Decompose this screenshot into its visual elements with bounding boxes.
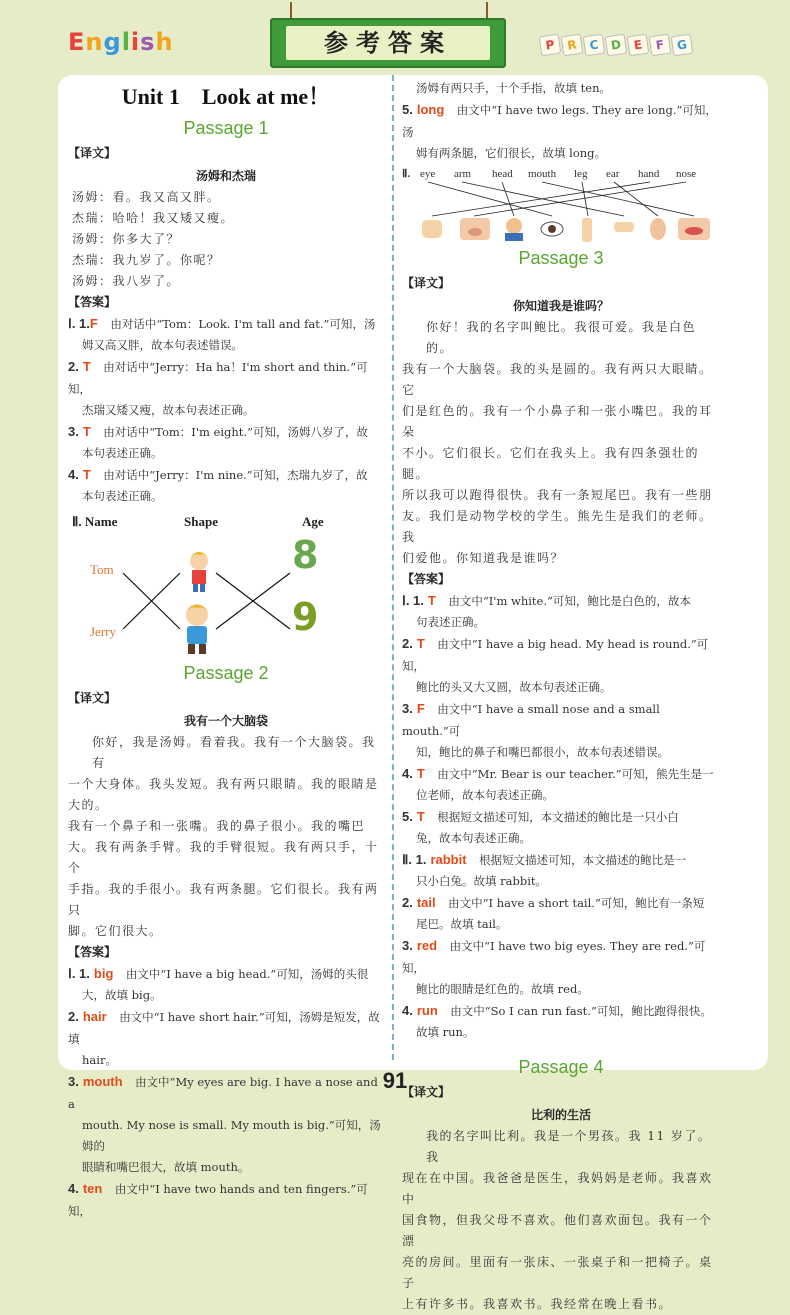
answer-number: 4. [402,766,413,781]
mouth-icon [678,218,710,240]
answer-number: 2. [68,359,79,374]
name-shape-age-match [68,511,384,661]
answer-key: F [416,701,425,716]
answer-key: run [416,1003,438,1018]
story-title: 比利的生活 [530,1108,591,1122]
answer-item [402,935,720,979]
answer-key: T [82,359,91,374]
translation-label: 【译文】 [68,691,117,705]
answer-item [402,806,720,828]
answer-number: 2. [402,636,413,651]
answer-item [402,99,720,143]
answer-explanation: 姆又高又胖，故本句表述错误。 [82,338,243,352]
passage-title: Passage 3 [518,248,604,268]
answer-number: 3. [402,938,413,953]
story-line: 亮的房间。里面有一张床、一张桌子和一把椅子。桌子 [402,1255,713,1290]
answer-explanation: 由文中“I have short hair.”可知，汤姆是短发，故填 [68,1010,380,1046]
logo-letter: l [121,28,131,56]
word-nose: nose [676,168,697,180]
tall-boy-icon [176,601,218,657]
name-tom: Tom [90,562,114,577]
translation-label: 【译文】 [402,276,451,290]
answer-explanation: 尾巴。故填 tail。 [416,917,508,931]
answer-explanation: hair。 [82,1053,117,1067]
letter-tile: R [561,34,584,57]
answer-item [402,849,720,871]
story-line: 上有许多书。我喜欢书。我经常在晚上看书。 [402,1297,673,1311]
answer-explanation: 眼睛和嘴巴很大，故填 mouth。 [82,1160,250,1174]
answer-item [68,1006,384,1050]
column-divider [392,75,394,1060]
logo-letter: h [155,28,174,56]
answer-item [402,633,720,677]
match-header-name: Ⅱ. Name [72,514,118,529]
body-parts-match [402,164,720,244]
story-title: 你知道我是谁吗？ [512,299,609,313]
answer-explanation: 由对话中“Jerry：Ha ha！I'm short and thin.”可知， [68,360,368,396]
passage-title: Passage 1 [183,118,269,138]
answer-explanation: mouth. My nose is small. My mouth is big.”可知，汤姆的 [82,1118,381,1153]
answer-number: 3. [68,424,79,439]
answer-number: Ⅰ. 1. [68,966,90,981]
word-hand: hand [638,168,660,180]
answer-explanation: 由文中“I have two hands and ten fingers.”可知， [68,1182,368,1218]
answer-explanation: 知，鲍比的鼻子和嘴巴都很小，故本句表述错误。 [416,745,669,759]
story-line: 不小。它们很长。它们在我头上。我有四条强壮的腿。 [402,446,700,481]
story-line: 现在在中国。我爸爸是医生，我妈妈是老师。我喜欢中 [402,1171,713,1206]
letter-tile: D [605,34,628,57]
answer-number: 4. [68,1181,79,1196]
answer-explanation: 由文中“I have a short tail.”可知，鲍比有一条短 [448,896,705,910]
answer-explanation: 根据短文描述可知，本文描述的鲍比是一 [479,853,687,867]
answer-explanation: 兔，故本句表述正确。 [416,831,531,845]
answer-key: T [82,424,91,439]
answer-explanation: 由文中“I have two legs. They are long.”可知，汤 [402,103,717,139]
story-line: 我有一个大脑袋。我的头是圆的。我有两只大眼睛。它 [402,362,713,397]
dialogue-line: 杰瑞：我九岁了。你呢？ [72,253,221,267]
section-roman: Ⅱ. [402,168,411,180]
dialogue-line: 汤姆：你多大了？ [72,232,181,246]
letter-tile: P [539,34,562,57]
answer-number: 5. [402,102,413,117]
word-leg: leg [574,168,588,180]
hand-icon [422,220,442,238]
answer-explanation: 由文中“I have a small nose and a small mouth.”可 [402,702,660,738]
translation-label: 【译文】 [402,1085,451,1099]
story-line: 所以我可以跑得很快。我有一条短尾巴。我有一些朋 [402,488,713,502]
logo-letter: g [103,28,122,56]
answer-explanation: 句表述正确。 [416,615,485,629]
head-icon [505,218,523,241]
left-column [68,82,384,1222]
answer-explanation: 只小白兔。故填 rabbit。 [416,874,548,888]
answer-explanation: 由对话中“Tom：I'm eight.”可知，汤姆八岁了，故 [103,425,368,439]
name-jerry: Jerry [90,624,116,639]
answer-explanation: 鲍比的头又大又圆，故本句表述正确。 [416,680,612,694]
answer-key: tail [416,895,436,910]
dialogue-line: 杰瑞：哈哈！我又矮又瘦。 [72,211,235,225]
story-title: 我有一个大脑袋 [183,714,268,728]
answer-explanation: 杰瑞又矮又瘦，故本句表述正确。 [82,403,255,417]
age-nine: 9 [292,595,319,639]
small-boy-icon [182,549,216,593]
story-line: 你好，我是汤姆。看着我。我有一个大脑袋。我有 [92,735,376,770]
word-ear: ear [606,168,620,180]
answer-label: 【答案】 [68,945,117,959]
leg-icon [582,218,592,242]
word-eye: eye [420,168,436,180]
title-banner [270,18,506,68]
page-number: 91 [382,1068,408,1093]
answer-number: 5. [402,809,413,824]
answer-key: mouth [82,1074,123,1089]
story-line: 们爱他。你知道我是谁吗？ [402,551,565,565]
word-head: head [492,168,513,180]
answer-number: Ⅱ. 1. [402,852,427,867]
answer-explanation: 由文中“I have two big eyes. They are red.”可知， [402,939,706,975]
answer-explanation: 姆有两条腿，它们很长，故填 long。 [416,146,607,160]
match-header-shape: Shape [184,514,218,529]
answer-item [402,892,720,914]
answer-key: T [427,593,436,608]
answer-key: T [416,766,425,781]
nose-icon [460,218,490,240]
body-match-lines [402,176,720,244]
story-line: 大。我有两条手臂。我的手臂很短。我有两只手，十个 [68,840,379,875]
answer-number: 4. [68,467,79,482]
answer-explanation: 由文中“I'm white.”可知，鲍比是白色的，故本 [448,594,691,608]
story-line: 手指。我的手很小。我有两条腿。它们很长。我有两只 [68,882,379,917]
answer-key: T [416,636,425,651]
answer-explanation: 由文中“So I can run fast.”可知，鲍比跑得很快。 [450,1004,712,1018]
answer-number: 3. [68,1074,79,1089]
letter-tile: F [649,34,672,57]
page-title: 参考答案 [286,26,490,60]
passage-title: Passage 4 [518,1057,604,1077]
answer-explanation: 由对话中“Tom：Look. I'm tall and fat.”可知，汤 [110,317,376,331]
story-line: 国食物，但我父母不喜欢。他们喜欢面包。我有一个漂 [402,1213,713,1248]
letter-tile: E [627,34,650,57]
answer-explanation: 根据短文描述可知，本文描述的鲍比是一只小白 [437,810,679,824]
age-eight: 8 [292,533,319,577]
answer-number: 4. [402,1003,413,1018]
answer-number: Ⅰ. 1. [402,593,424,608]
answer-explanation: 大，故填 big。 [82,988,162,1002]
answer-number: 3. [402,701,413,716]
answer-item [68,963,384,985]
answer-key: red [416,938,438,953]
letter-tile: C [583,34,606,57]
answer-item [402,590,720,612]
answer-item [402,698,720,742]
answer-explanation: 位老师，故本句表述正确。 [416,788,554,802]
answer-key: ten [82,1181,103,1196]
word-arm: arm [454,168,472,180]
logo-letter: s [140,28,156,56]
story-line: 一个大身体。我头发短。我有两只眼睛。我的眼睛是大的。 [68,777,379,812]
story-title: 汤姆和杰瑞 [195,169,256,183]
answer-key: F [89,316,98,331]
match-header-age: Age [302,514,324,529]
answer-item [402,1000,720,1022]
answer-key: big [93,966,114,981]
dialogue-line: 汤姆：看。我又高又胖。 [72,190,221,204]
answer-explanation: 由文中“My eyes are big. I have a nose and a [68,1075,378,1111]
answer-item [68,421,384,443]
word-mouth: mouth [528,168,557,180]
letter-tile: G [671,34,694,57]
answer-explanation: 本句表述正确。 [82,446,163,460]
answer-key: hair [82,1009,107,1024]
logo-letter: n [85,28,104,56]
answer-key: T [416,809,425,824]
answer-explanation: 故填 run。 [416,1025,475,1039]
english-logo [68,28,174,56]
answer-item [68,356,384,400]
logo-letter: E [68,28,86,56]
answer-key: T [82,467,91,482]
answer-explanation: 由文中“Mr. Bear is our teacher.”可知，熊先生是一 [437,767,714,781]
answer-label: 【答案】 [68,295,117,309]
match-lines [68,511,384,661]
letter-tiles [540,34,694,55]
answer-explanation: 由对话中“Jerry：I'm nine.”可知，杰瑞九岁了，故 [103,468,368,482]
answer-item [402,763,720,785]
answer-explanation: 汤姆有两只手，十个手指，故填 ten。 [416,81,611,95]
answer-number: Ⅰ. 1. [68,316,90,331]
answer-item [68,1178,384,1222]
answer-explanation: 鲍比的眼睛是红色的。故填 red。 [416,982,589,996]
answer-number: 2. [68,1009,79,1024]
answer-item [68,464,384,486]
answer-explanation: 本句表述正确。 [82,489,163,503]
story-line: 脚。它们很大。 [68,924,163,938]
story-line: 们是红色的。我有一个小鼻子和一张小嘴巴。我的耳朵 [402,404,713,439]
unit-title: Unit 1 Look at me！ [121,84,331,109]
logo-letter: i [130,28,141,56]
story-line: 你好！我的名字叫鲍比。我很可爱。我是白色的。 [426,320,697,355]
answer-explanation: 由文中“I have a big head.”可知，汤姆的头很 [125,967,369,981]
right-column [402,78,720,1315]
story-line: 友。我们是动物学校的学生。熊先生是我们的老师。我 [402,509,713,544]
eye-icon [541,222,563,236]
passage-title: Passage 2 [183,663,269,683]
arm-icon [614,222,634,232]
answer-explanation: 由文中“I have a big head. My head is round.”可知， [402,637,709,673]
story-line: 我的名字叫比利。我是一个男孩。我 11 岁了。我 [426,1129,712,1164]
answer-label: 【答案】 [402,572,451,586]
ear-icon [650,218,666,240]
answer-item [68,313,384,335]
answer-number: 2. [402,895,413,910]
answer-key: rabbit [430,852,467,867]
dialogue-line: 汤姆：我八岁了。 [72,274,181,288]
translation-label: 【译文】 [68,146,117,160]
answer-key: long [416,102,445,117]
story-line: 我有一个鼻子和一张嘴。我的鼻子很小。我的嘴巴 [68,819,366,833]
